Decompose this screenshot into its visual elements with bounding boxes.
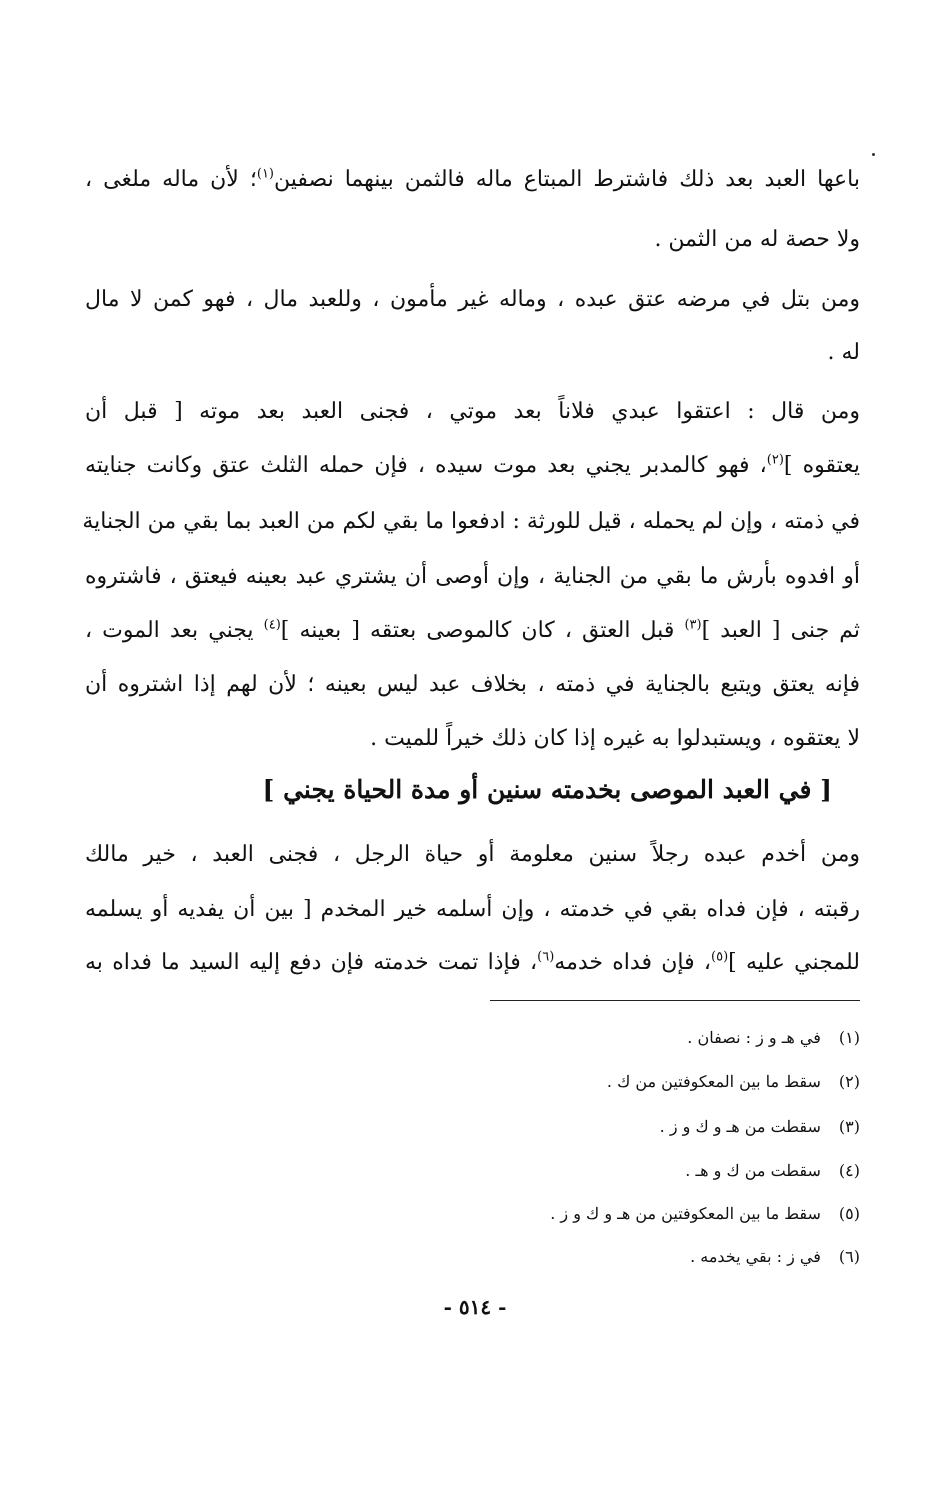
footnote-number: (٣) <box>838 1117 860 1136</box>
footnote-rule <box>490 1000 860 1001</box>
footnote-ref: (٥) <box>711 949 729 965</box>
speck-mark <box>872 153 875 156</box>
footnote-text: سقطت من ك و هـ . <box>685 1161 821 1180</box>
footnote-number: (٢) <box>838 1072 860 1091</box>
text-line <box>85 562 860 592</box>
footnote <box>660 1116 860 1138</box>
footnote-number: (٦) <box>838 1247 860 1266</box>
footnote-ref: (٢) <box>766 452 784 468</box>
line-segment: ، فإن فداه خدمه <box>554 950 712 975</box>
footnote-text: سقط ما بين المعكوفتين من ك . <box>606 1072 821 1091</box>
text-line <box>85 840 860 870</box>
footnote <box>685 1160 860 1182</box>
line-segment: ؛ لأن ماله ملغى ، <box>85 167 257 192</box>
footnote-ref: (٤) <box>263 617 281 633</box>
line-segment: فإنه يعتق ويتبع بالجناية في ذمته ، بخلاف عبد ليس بعينه ؛ لأن لهم إذا اشتروه أن <box>85 672 860 697</box>
line-segment: ، فهو كالمدبر يجني بعد موت سيده ، فإن حمله الثلث عتق وكانت جنايته <box>85 453 767 478</box>
footnote-text: سقطت من هـ و ك و ز . <box>659 1117 821 1136</box>
line-segment: يعتقوه ] <box>783 453 860 478</box>
footnote-number: (٥) <box>838 1204 860 1223</box>
text-line <box>85 616 860 646</box>
line-segment: ، فإذا تمت خدمته فإن دفع إليه السيد ما فداه به <box>85 950 538 975</box>
text-line <box>82 507 860 537</box>
text-line <box>85 225 860 255</box>
line-segment: باعها العبد بعد ذلك فاشترط المبتاع ماله فالثمن بينهما نصفين <box>274 167 860 192</box>
text-line <box>85 451 860 481</box>
text-line <box>85 670 860 700</box>
line-segment: ومن أخدم عبده رجلاً سنين معلومة أو حياة الرجل ، فجنى العبد ، خير مالك <box>85 842 860 867</box>
footnote-ref: (٦) <box>537 949 555 965</box>
text-line <box>85 948 860 978</box>
text-line <box>85 397 860 427</box>
line-segment: ولا حصة له من الثمن . <box>654 227 860 252</box>
text-line <box>85 338 860 368</box>
text-line <box>85 165 860 195</box>
footnote-text: في ز : بقي يخدمه . <box>690 1247 821 1266</box>
footnote-text: في هـ و ز : نصفان . <box>687 1028 821 1047</box>
footnote-ref: (١) <box>256 166 274 182</box>
line-segment: ومن قال : اعتقوا عبدي فلاناً بعد موتي ، فجنى العبد بعد موته [ قبل أن <box>85 399 860 424</box>
line-segment: ثم جنى [ العبد ] <box>701 618 861 643</box>
footnote <box>687 1027 860 1049</box>
footnote <box>550 1203 860 1225</box>
footnote <box>607 1071 860 1093</box>
line-segment: يجني بعد الموت ، <box>85 618 254 643</box>
footnote-ref: (٣) <box>684 617 702 633</box>
footnote <box>690 1246 860 1268</box>
section-heading: [ في العبد الموصى بخدمته سنين أو مدة الحياة يجني ] <box>262 775 832 804</box>
line-segment: للمجني عليه ] <box>728 950 861 975</box>
text-line <box>85 724 860 754</box>
line-segment: ومن بتل في مرضه عتق عبده ، وماله غير مأمون ، وللعبد مال ، فهو كمن لا مال <box>85 287 861 312</box>
page-number: - ٥١٤ - <box>443 1295 507 1319</box>
text-line <box>85 285 860 315</box>
text-line <box>85 895 860 925</box>
footnote-number: (١) <box>838 1028 860 1047</box>
line-segment: أو افدوه بأرش ما بقي من الجناية ، وإن أوصى أن يشتري عبد بعينه فيعتق ، فاشتروه <box>85 564 860 589</box>
line-segment: لا يعتقوه ، ويستبدلوا به غيره إذا كان ذلك خيراً للميت . <box>370 726 860 751</box>
footnote-number: (٤) <box>838 1161 860 1180</box>
line-segment: قبل العتق ، كان كالموصى بعتقه [ بعينه ] <box>280 618 675 643</box>
line-segment: له . <box>827 340 860 365</box>
line-segment: رقبته ، فإن فداه بقي في خدمته ، وإن أسلمه خير المخدم [ بين أن يفديه أو يسلمه <box>85 897 860 922</box>
line-segment: في ذمته ، وإن لم يحمله ، قيل للورثة : ادفعوا ما بقي لكم من العبد بما بقي من الجناية <box>82 509 860 534</box>
footnote-text: سقط ما بين المعكوفتين من هـ و ك و ز . <box>550 1204 821 1223</box>
